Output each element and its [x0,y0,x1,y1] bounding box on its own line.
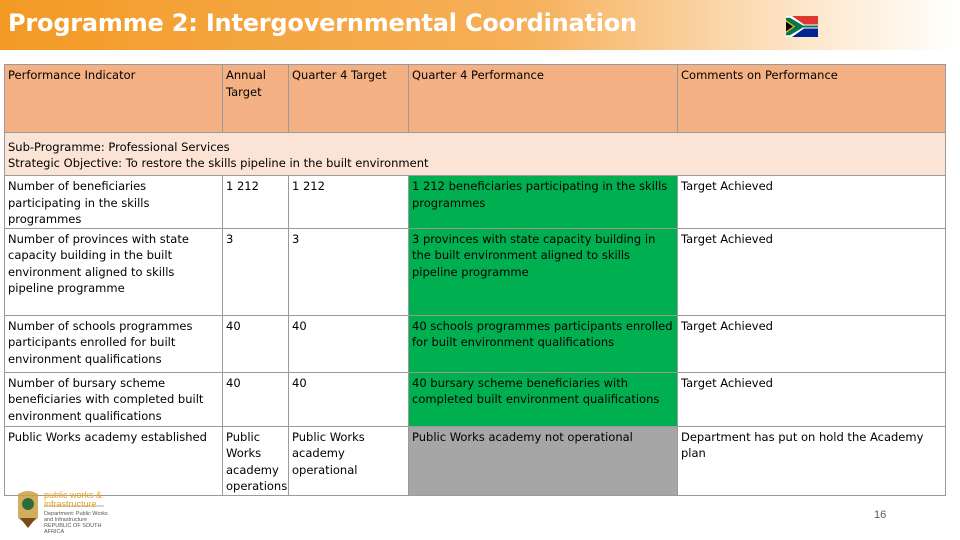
table-header-row [5,65,946,133]
q4-performance-cell: 40 schools programmes participants enrolled for built environment qualifications [409,315,678,372]
annual-target-cell: Public Works academy operations [223,426,289,495]
table-row [5,176,946,229]
slide-title: Programme 2: Intergovernmental Coordination [8,9,637,37]
header-q4-target: Quarter 4 Target [289,65,409,133]
table-row [5,228,946,315]
q4-target-cell: Public Works academy operational [289,426,409,495]
indicator-cell: Number of provinces with state capacity building in the built environment aligned to skills pipeline programme [5,228,223,315]
annual-target-cell: 40 [223,315,289,372]
performance-table [4,64,946,496]
q4-performance-cell: 3 provinces with state capacity building in the built environment aligned to skills pipeline programme [409,228,678,315]
q4-target-cell: 40 [289,315,409,372]
table-row [5,372,946,426]
comment-cell: Target Achieved [678,176,946,229]
subprogramme-row [5,133,946,176]
indicator-cell: Number of schools programmes participants enrolled for built environment qualifications [5,315,223,372]
comment-cell: Department has put on hold the Academy plan [678,426,946,495]
page-number: 16 [874,509,887,521]
logo-text: public works & infrastructure [44,490,103,509]
q4-target-cell: 3 [289,228,409,315]
subprogramme-label: Sub-Programme: Professional Services [8,139,230,154]
q4-performance-cell: 40 bursary scheme beneficiaries with completed built environment qualifications [409,372,678,426]
annual-target-cell: 1 212 [223,176,289,229]
q4-performance-cell: Public Works academy not operational [409,426,678,495]
table-row [5,426,946,495]
indicator-cell: Number of bursary scheme beneficiaries with completed built environment qualifications [5,372,223,426]
annual-target-cell: 3 [223,228,289,315]
header-performance-indicator: Performance Indicator [5,65,223,133]
comment-cell: Target Achieved [678,315,946,372]
title-bar [0,0,960,50]
q4-target-cell: 40 [289,372,409,426]
header-annual-target: Annual Target [223,65,289,133]
indicator-cell: Public Works academy established [5,426,223,495]
table-row [5,315,946,372]
annual-target-cell: 40 [223,372,289,426]
logo-subtext: Department: Public Works and Infrastructure REPUBLIC OF SOUTH AFRICA [44,511,108,535]
subprogramme-cell [5,133,946,176]
header-q4-performance: Quarter 4 Performance [409,65,678,133]
header-comments: Comments on Performance [678,65,946,133]
strategic-objective-label: Strategic Objective: To restore the skills pipeline in the built environment [8,156,429,170]
indicator-cell: Number of beneficiaries participating in the skills programmes [5,176,223,229]
south-africa-flag-icon [786,16,818,37]
q4-target-cell: 1 212 [289,176,409,229]
comment-cell: Target Achieved [678,228,946,315]
q4-performance-cell: 1 212 beneficiaries participating in the skills programmes [409,176,678,229]
comment-cell: Target Achieved [678,372,946,426]
